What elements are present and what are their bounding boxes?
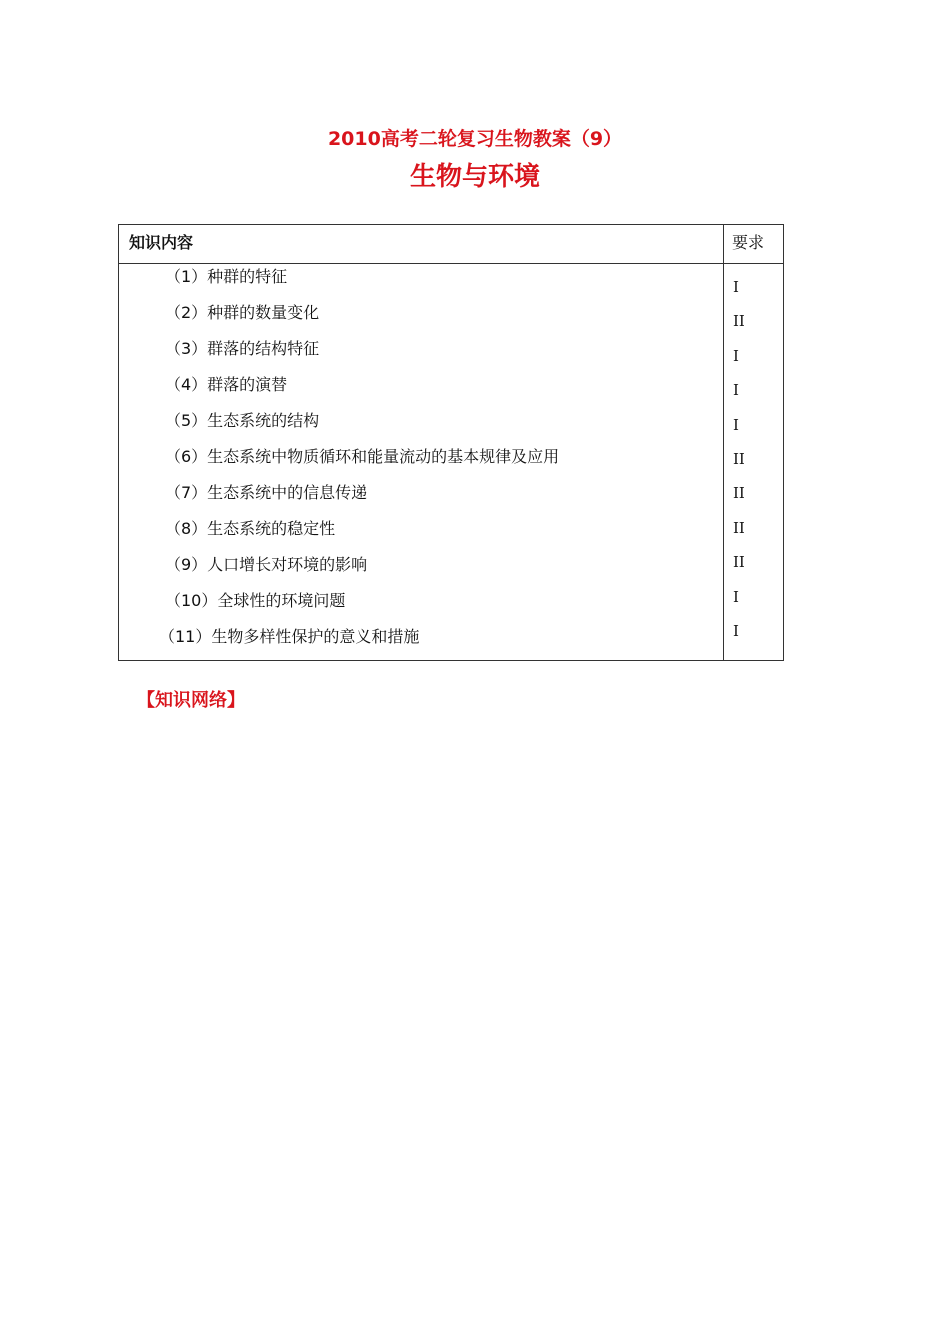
requirement-level: I <box>733 415 739 434</box>
requirement-level: I <box>733 621 739 640</box>
requirement-level: I <box>733 587 739 606</box>
requirement-level: II <box>733 312 745 331</box>
knowledge-network-heading: 【知识网络】 <box>137 690 245 711</box>
topic-item: （9）人口增长对环境的影响 <box>165 555 368 574</box>
document-subtitle: 2010高考二轮复习生物教案（9） <box>327 128 623 150</box>
column-divider <box>723 225 724 660</box>
header-requirement: 要求 <box>732 233 765 252</box>
topic-item: （3）群落的结构特征 <box>165 339 320 358</box>
topic-item: （11）生物多样性保护的意义和措施 <box>159 627 420 646</box>
requirement-level: II <box>733 553 745 572</box>
topic-item: （2）种群的数量变化 <box>165 303 320 322</box>
requirement-level: II <box>733 484 745 503</box>
topic-item: （7）生态系统中的信息传递 <box>165 483 368 502</box>
requirement-level: I <box>733 381 739 400</box>
header-divider <box>119 263 783 264</box>
header-knowledge-content: 知识内容 <box>129 233 194 252</box>
topic-item: （6）生态系统中物质循环和能量流动的基本规律及应用 <box>165 447 560 466</box>
requirement-level: I <box>733 346 739 365</box>
topic-item: （10）全球性的环境问题 <box>165 591 346 610</box>
topic-list <box>119 265 719 661</box>
requirement-list <box>733 275 745 653</box>
topic-item: （4）群落的演替 <box>165 375 288 394</box>
topic-item: （5）生态系统的结构 <box>165 411 320 430</box>
requirement-level: I <box>733 278 739 296</box>
document-title: 生物与环境 <box>409 162 540 192</box>
topic-item: （1）种群的特征 <box>165 267 288 286</box>
requirement-level: II <box>733 518 745 537</box>
syllabus-table <box>118 224 784 661</box>
topic-item: （8）生态系统的稳定性 <box>165 519 336 538</box>
requirement-level: II <box>733 449 745 468</box>
